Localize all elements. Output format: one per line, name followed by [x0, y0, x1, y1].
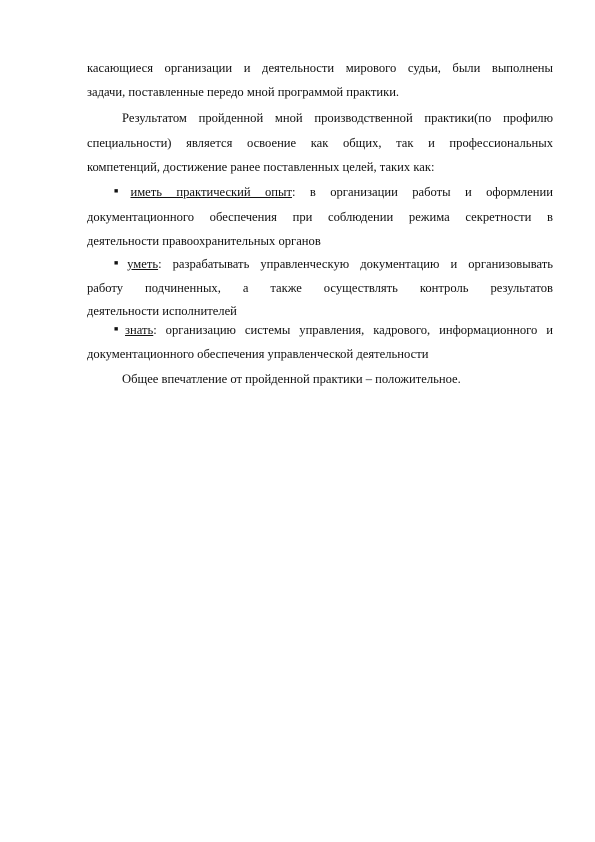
- bullet-1-term: иметь практический опыт: [130, 185, 293, 199]
- paragraph-2-line-2: специальности) является освоение как общих, так и профессиональных: [87, 136, 553, 150]
- bullet-2-text: : разрабатывать управленческую документацию и организовывать: [158, 257, 553, 271]
- bullet-2-line-1: [114, 256, 553, 274]
- paragraph-1-line-1: касающиеся организации и деятельности мирового судьи, были выполнены: [87, 61, 553, 75]
- bullet-1-text: : в организации работы и оформлении: [292, 185, 553, 199]
- bullet-marker: ■: [114, 259, 127, 267]
- conclusion: Общее впечатление от пройденной практики – положительное.: [122, 372, 461, 386]
- bullet-marker: ■: [114, 187, 130, 195]
- bullet-3-term: знать: [125, 323, 154, 337]
- paragraph-1-line-2: задачи, поставленные передо мной программой практики.: [87, 85, 400, 99]
- bullet-2-line-2: работу подчиненных, а также осуществлять контроль результатов: [87, 281, 553, 295]
- bullet-3-line-2: документационного обеспечения управленческой деятельности: [87, 347, 429, 361]
- bullet-marker: ■: [114, 325, 125, 333]
- bullet-2-line-3: деятельности исполнителей: [87, 304, 237, 318]
- bullet-3-text: : организацию системы управления, кадрового, информационного и: [153, 323, 553, 337]
- bullet-1-line-3: деятельности правоохранительных органов: [87, 234, 321, 248]
- paragraph-2-line-1: Результатом пройденной мной производственной практики(по профилю: [122, 111, 553, 125]
- paragraph-2-line-3: компетенций, достижение ранее поставленных целей, таких как:: [87, 160, 435, 174]
- bullet-1-line-2: документационного обеспечения при соблюдении режима секретности в: [87, 210, 553, 224]
- bullet-2-term: уметь: [127, 257, 159, 271]
- bullet-3-line-1: [114, 322, 553, 340]
- bullet-1-line-1: [114, 184, 553, 202]
